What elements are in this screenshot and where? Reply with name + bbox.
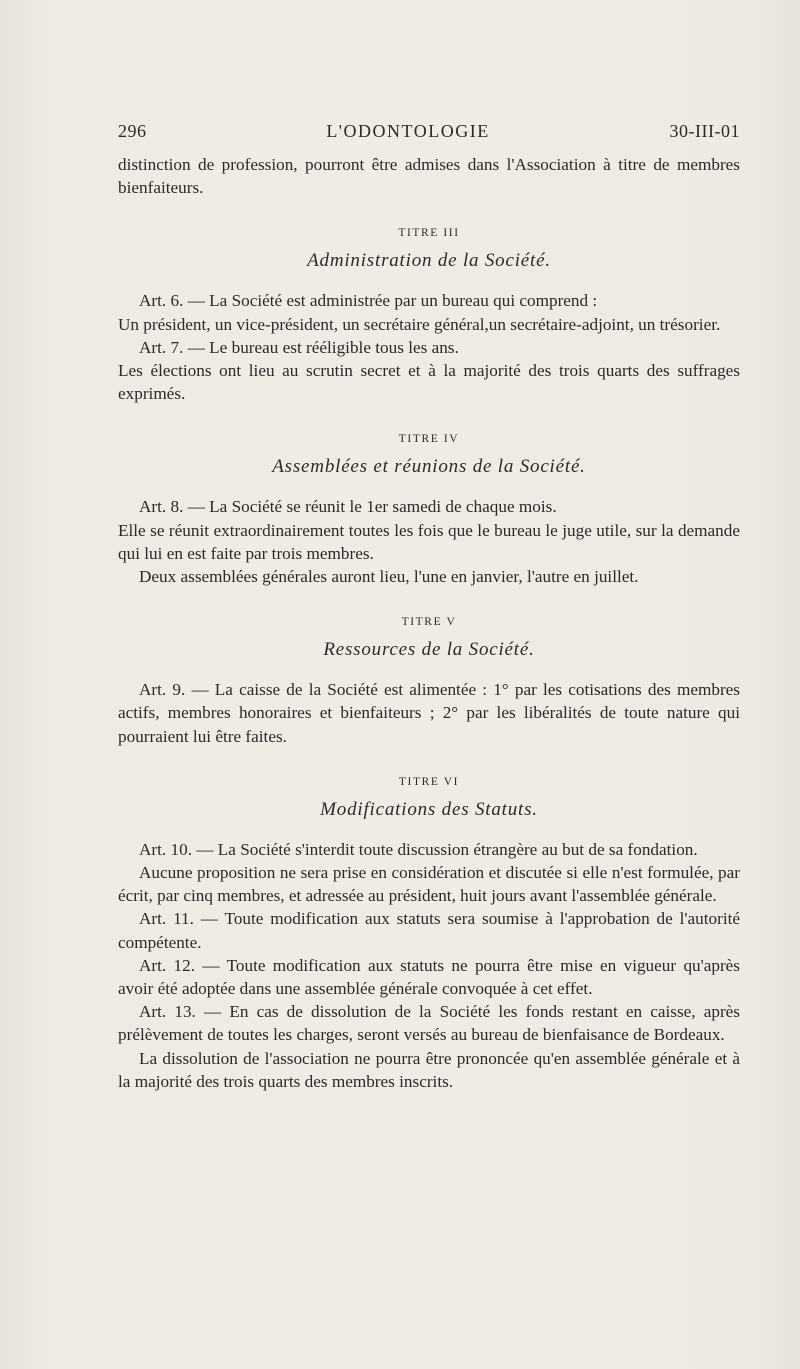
section-titre-vi <box>118 774 740 1093</box>
article-paragraph: Art. 8. — La Société se réunit le 1er samedi de chaque mois. <box>139 497 557 517</box>
section-label: TITRE III <box>398 227 460 240</box>
section-title: Administration de la Société. <box>307 250 551 272</box>
paragraph: Elle se réunit extraordinairement toutes les fois que le bureau le juge utile, sur la demande qui lui en est faite par trois membres. <box>118 520 740 563</box>
section-titre-v <box>118 614 740 748</box>
running-head <box>118 120 740 153</box>
article-paragraph: Art. 13. — En cas de dissolution de la Société les fonds restant en caisse, après prélèvement de toutes les charges, seront versés au bureau de bienfaisance de Bordeaux. <box>118 1002 740 1045</box>
page-number: 296 <box>118 121 147 141</box>
section-titre-iv <box>118 431 740 588</box>
issue-date: 30-III-01 <box>669 121 740 141</box>
intro-paragraph: distinction de profession, pourront être admises dans l'Association à titre de membres bienfaiteurs. <box>118 155 740 198</box>
section-title: Assemblées et réunions de la Société. <box>272 456 586 478</box>
article-paragraph: Art. 10. — La Société s'interdit toute discussion étrangère au but de sa fondation. <box>139 839 698 859</box>
section-label: TITRE V <box>401 616 457 629</box>
article-paragraph: Art. 12. — Toute modification aux statuts ne pourra être mise en vigueur qu'après avoir été adoptée dans une assemblée générale convoquée à cet effet. <box>118 955 740 999</box>
article-paragraph: Art. 6. — La Société est administrée par un bureau qui comprend : <box>139 291 598 311</box>
section-title: Modifications des Statuts. <box>320 798 538 820</box>
section-label: TITRE VI <box>398 775 460 788</box>
paragraph: Les élections ont lieu au scrutin secret et à la majorité des trois quarts des suffrages exprimés. <box>118 361 740 404</box>
section-title: Ressources de la Société. <box>323 639 535 661</box>
section-titre-iii <box>118 225 740 405</box>
article-paragraph: Art. 11. — Toute modification aux statuts sera soumise à l'approbation de l'autorité compétente. <box>118 909 740 952</box>
journal-title: L'ODONTOLOGIE <box>326 121 490 141</box>
article-paragraph: Art. 7. — Le bureau est rééligible tous les ans. <box>139 337 459 357</box>
paragraph: Un président, un vice-président, un secrétaire général,un secrétaire-adjoint, un trésorier. <box>118 314 721 334</box>
paragraph: Deux assemblées générales auront lieu, l'une en janvier, l'autre en juillet. <box>139 567 639 587</box>
section-label: TITRE IV <box>398 433 460 446</box>
article-paragraph: Art. 9. — La caisse de la Société est alimentée : 1° par les cotisations des membres actifs, membres honoraires et bienfaiteurs ; 2° par les libéralités de toute nature qui pourraient lui être faites. <box>118 680 740 746</box>
page-body <box>118 120 740 1093</box>
paragraph: La dissolution de l'association ne pourra être prononcée qu'en assemblée générale et à la majorité des trois quarts des membres inscrits. <box>118 1048 740 1091</box>
paragraph: Aucune proposition ne sera prise en considération et discutée si elle n'est formulée, par écrit, par cinq membres, et adressée au président, huit jours avant l'assemblée générale. <box>118 863 740 906</box>
